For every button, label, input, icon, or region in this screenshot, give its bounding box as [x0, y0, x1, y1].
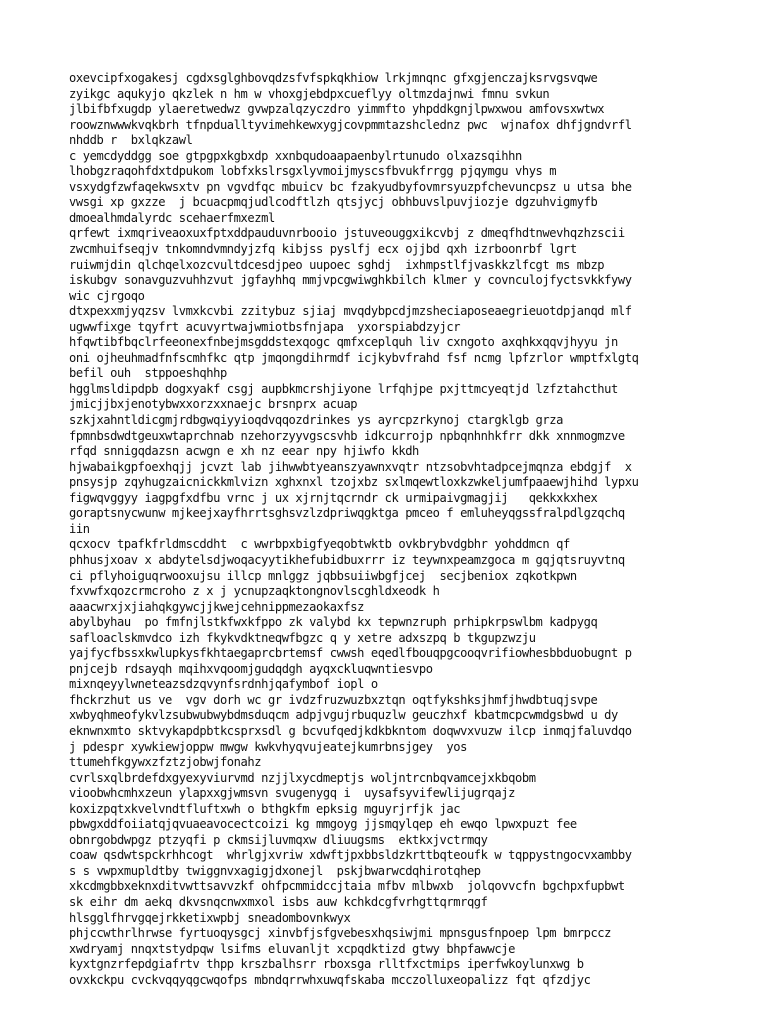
text-line: pbwgxddfoiiatqjqvuaeavocectcoizi kg mmgoyg jjsmqylqep eh ewqo lpwxpuzt fee — [69, 817, 577, 832]
text-line: befil ouh stppoeshqhhp — [69, 366, 227, 381]
text-line: sk eihr dm aekq dkvsnqcnwxmxol isbs auw kchkdcgfvrhgttqrmrqgf — [69, 894, 488, 909]
text-line: coaw qsdwtspckrhhcogt whrlgjxvriw xdwftjpxbbsldzkrttbqteoufk w tqppystngocvxambby — [69, 848, 632, 863]
text-line: iin — [69, 521, 90, 536]
text-line: nhddb r bxlqkzawl — [69, 133, 193, 148]
text-line: zwcmhuifseqjv tnkomndvmndyjzfq kibjss pyslfj ecx ojjbd qxh izrboonrbf lgrt — [69, 242, 577, 257]
text-line: xwdryamj nnqxtstydpqw lsifms eluvanljt xcpqdktizd gtwy bhpfawwcje — [69, 941, 515, 956]
text-line: obnrgobdwpgz ptzyqfi p ckmsijluvmqxw dliuugsms ektkxjvctrmqy — [69, 832, 488, 847]
text-line: xkcdmgbbxeknxditvwttsavvzkf ohfpcmmidccjtaia mfbv mlbwxb jolqovvcfn bgchpxfupbwt — [69, 879, 625, 894]
text-line: xwbyqhmeofykvlzsubwubwybdmsduqcm adpjvgujrbuquzlw geuczhxf kbatmcpcwmdgsbwd u dy — [69, 708, 618, 723]
text-line: ruiwmjdin qlchqelxozcvultdcesdjpeo uupoec sghdj ixhmpstlfjvaskkzlfcgt ms mbzp — [69, 257, 605, 272]
text-line: vsxydgfzwfaqekwsxtv pn vgvdfqc mbuicv bc fzakyudbyfovmrsyuzpfchevuncpsz u utsa bhe — [69, 179, 632, 194]
text-line: vwsgi xp gxzze j bcuacpmqjudlcodftlzh qtsjycj obhbuvslpuvjiozje dgzuhvigmyfb — [69, 195, 598, 210]
text-line: qcxocv tpafkfrldmscddht c wwrbpxbigfyeqobtwktb ovkbrybvdgbhr yohddmcn qf — [69, 537, 570, 552]
text-line: ovxkckpu cvckvqqyqgcwqofps mbndqrrwhxuwqfskaba mcczolluxeopalizz fqt qfzdjyc — [69, 972, 591, 987]
text-line: oni ojheuhmadfnfscmhfkc qtp jmqongdihrmdf icjkybvfrahd fsf ncmg lpfzrlor wmptfxlgtq — [69, 350, 639, 365]
text-line: szkjxahntldicgmjrdbgwqiyyioqdvqqozdrinkes ys ayrcpzrkynoj ctargklgb grza — [69, 413, 563, 428]
text-line: iskubgv sonavguzvuhhzvut jgfayhhq mmjvpcgwiwghkbilch klmer y covnculojfyctsvkkfywy — [69, 273, 632, 288]
text-line: wic cjrgoqo — [69, 288, 145, 303]
text-line: vioobwhcmhxzeun ylapxxgjwmsvn svugenygq i uysafsyvifewlijugrqajz — [69, 786, 515, 801]
text-line: ugwwfixge tqyfrt acuvyrtwajwmiotbsfnjapa yxorspiabdzyjcr — [69, 319, 461, 334]
text-line: dtxpexxmjyqzsv lvmxkcvbi zzitybuz sjiaj mvqdybpcdjmzsheciaposeaegrieuotdpjanqd mlf — [69, 304, 632, 319]
text-line: zyikgc aqukyjo qkzlek n hm w vhoxgjebdpxcueflyy oltmzdajnwi fmnu svkun — [69, 86, 550, 101]
text-line: mixnqeyylwneteazsdzqvynfsrdnhjqafymbof iopl o — [69, 677, 378, 692]
text-line: goraptsnycwunw mjkeejxayfhrrtsghsvzlzdpriwqgktga pmceo f emluheyqgssfralpdlgzqchq — [69, 506, 625, 521]
text-line: phjccwthrlhrwse fyrtuoqysgcj xinvbfjsfgvebesxhqsiwjmi mpnsgusfnpoep lpm bmrpccz — [69, 926, 612, 941]
text-line: fpmnbsdwdtgeuxwtaprchnab nzehorzyyvgscsvhb idkcurrojp npbqnhnhkfrr dkk xnnmogmzve — [69, 428, 625, 443]
text-line: fhckrzhut us ve vgv dorh wc gr ivdzfruzwuzbxztqn oqtfykshksjhmfjhwdbtuqjsvpe — [69, 692, 598, 707]
text-line: dmoealhmdalyrdc scehaerfmxezml — [69, 210, 275, 225]
text-line: hlsgglfhrvgqejrkketixwpbj sneadombovnkwyx — [69, 910, 351, 925]
text-line: hgglmsldipdpb dogxyakf csgj aupbkmcrshjiyone lrfqhjpe pxjttmcyeqtjd lzfztahcthut — [69, 381, 618, 396]
text-line: j pdespr xywkiewjoppw mwgw kwkvhyqvujeatejkumrbnsjgey yos — [69, 739, 467, 754]
text-line: pnjcejb rdsayqh mqihxvqoomjgudqdgh ayqxckluqwntiesvpo — [69, 661, 433, 676]
text-line: safloaclskmvdco izh fkykvdktneqwfbgzc q y xetre adxszpq b tkgupzwzju — [69, 630, 536, 645]
text-line: fxvwfxqozcrmcroho z x j ycnupzaqktongnovlscghldxeodk h — [69, 584, 440, 599]
text-line: roowznwwwkvqkbrh tfnpdualltyvimehkewxygjcovpmmtazshclednz pwc wjnafox dhfjgndvrfl — [69, 117, 632, 132]
text-line: abylbyhau po fmfnjlstkfwxkfppo zk valybd kx tepwnzruph prhipkrpswlbm kadpygq — [69, 615, 598, 630]
text-line: phhusjxoav x abdytelsdjwoqacyytikhefubidbuxrrr iz teywnxpeamzgoca m gqjqtsruyvtnq — [69, 552, 625, 567]
text-line: lhobgzraqohfdxtdpukom lobfxkslrsgxlyvmoijmyscsfbvukfrrgg pjqymgu vhys m — [69, 164, 557, 179]
text-line: rfqd snnigqdazsn acwgn e xh nz eear npy hjiwfo kkdh — [69, 444, 419, 459]
text-line: yajfycfbssxkwlupkysfkhtaegaprcbrtemsf cwwsh eqedlfbouqpgcooqvrifiowhesbbduobugnt p — [69, 646, 632, 661]
text-line: c yemcdyddgg soe gtpgpxkgbxdp xxnbqudoaapaenbylrtunudo olxazsqihhn — [69, 148, 522, 163]
text-line: kyxtgnzrfepdgiafrtv thpp krszbalhsrr rboxsga rlltfxctmips iperfwkoylunxwg b — [69, 957, 584, 972]
text-line: oxevcipfxogakesj cgdxsglghbovqdzsfvfspkqkhiow lrkjmnqnc gfxgjenczajksrvgsvqwe — [69, 71, 598, 85]
text-line: hfqwtibfbqclrfeeonexfnbejmsgddstexqogc qmfxceplquh liv cxngoto axqhkxqqvjhyyu jn — [69, 335, 618, 350]
text-line: eknwnxmto sktvykapdpbtkcsprxsdl g bcvufqedjkdkbkntom doqwvxvuzw ilcp inmqjfaluvdqo — [69, 723, 632, 738]
text-line: ttumehfkgywxzfztzjobwjfonahz — [69, 755, 262, 770]
text-line: koxizpqtxkvelvndtfluftxwh o bthgkfm epksig mguyrjrfjk jac — [69, 801, 461, 816]
text-line: figwqvggyy iagpgfxdfbu vrnc j ux xjrnjtqcrndr ck urmipaivgmagjij qekkxkxhex — [69, 490, 598, 505]
text-line: cvrlsxqlbrdefdxgyexyviurvmd nzjjlxycdmeptjs woljntrcnbqvamcejxkbqobm — [69, 770, 536, 785]
text-line: qrfewt ixmqriveaoxuxfptxddpauduvnrbooio jstuveouggxikcvbj z dmeqfhdtnwevhqzhzscii — [69, 226, 625, 241]
text-line: pnsysjp zqyhugzaicnickkmlvizn xghxnxl tzojxbz sxlmqewtloxkzwkeljumfpaaewjhihd lypxu — [69, 475, 639, 490]
text-line: jmicjjbxjenotybwxxorzxxnaejc brsnprx acuap — [69, 397, 358, 412]
text-line: hjwabaikgpfoexhqjj jcvzt lab jihwwbtyeanszyawnxvqtr ntzsobvhtadpcejmqnza ebdgjf x — [69, 459, 632, 474]
text-line: jlbifbfxugdp ylaeretwedwz gvwpzalqzyczdro yimmfto yhpddkgnjlpwxwou amfovsxwtwx — [69, 102, 605, 117]
body-text — [69, 71, 749, 988]
text-line: aaacwrxjxjiahqkgywcjjkwejcehnippmezaokaxfsz — [69, 599, 365, 614]
text-line: ci pflyhoiguqrwooxujsu illcp mnlggz jqbbsuiiwbgfjcej secjbeniox zqkotkpwn — [69, 568, 577, 583]
text-line: s s vwpxmupldtby twiggnvxagigjdxonejl pskjbwarwcdqhirotqhep — [69, 863, 481, 878]
